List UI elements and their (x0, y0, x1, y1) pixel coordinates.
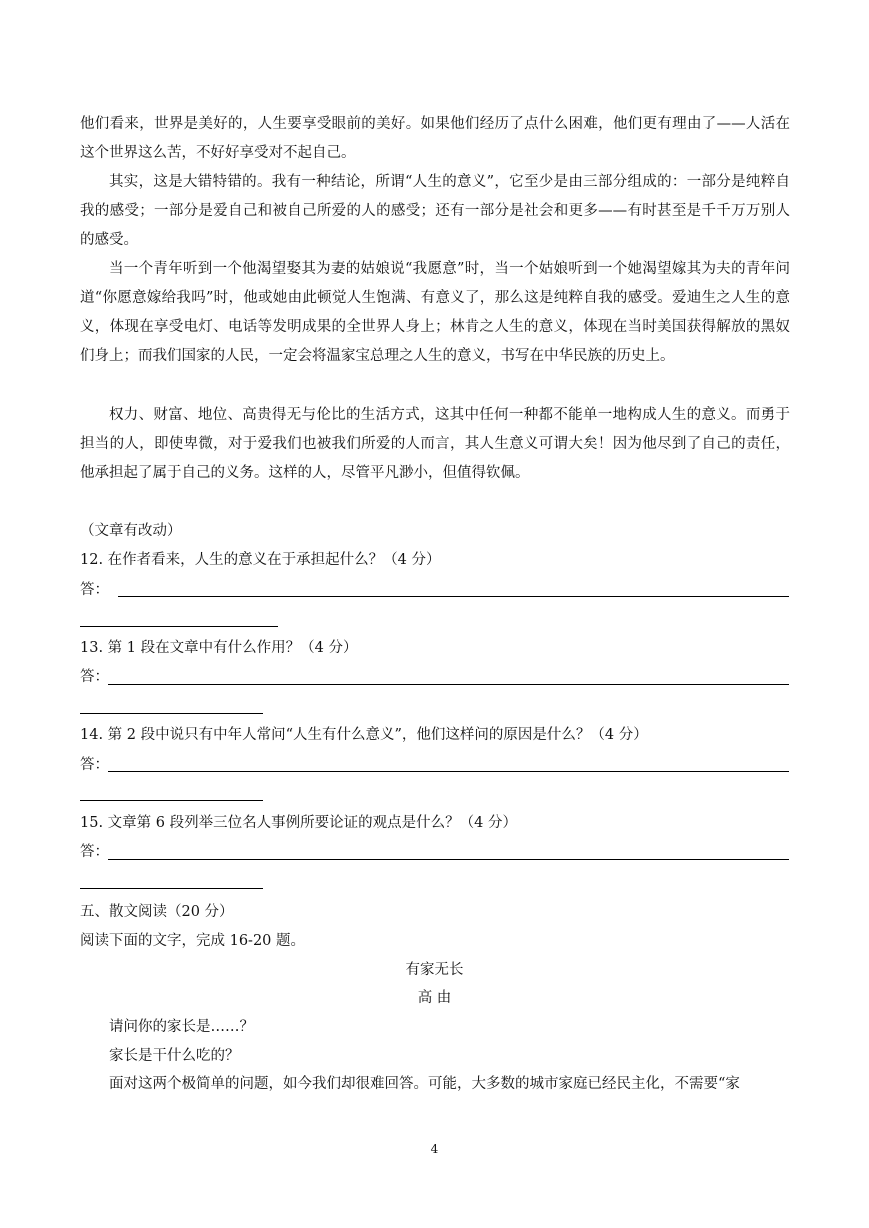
article-paragraph-2: 其实，这是大错特错的。我有一种结论，所谓“人生的意义”，它至少是由三部分组成的：一部分是纯粹自我的感受；一部分是爱自己和被自己所爱的人的感受；还有一部分是社会和更多——有时甚至是千千万万别人的感受。 (80, 174, 790, 248)
article-paragraph-1: 他们看来，世界是美好的，人生要享受眼前的美好。如果他们经历了点什么困难，他们更有理由了——人活在这个世界这么苦，不好好享受对不起自己。 (80, 116, 790, 161)
page-number: 4 (430, 1142, 439, 1156)
answer-label-13: 答： (80, 669, 109, 685)
answer-line-15b[interactable] (80, 888, 263, 889)
answer-line-14b[interactable] (80, 800, 263, 801)
essay-author: 高 由 (417, 990, 452, 1006)
answer-line-12a[interactable] (118, 596, 789, 597)
question-12: 12. 在作者看来，人生的意义在于承担起什么？（4 分） (80, 552, 441, 568)
essay-line-1: 请问你的家长是……？ (109, 1019, 254, 1035)
answer-line-12b[interactable] (80, 626, 278, 627)
question-15: 15. 文章第 6 段列举三位名人事例所要论证的观点是什么？（4 分） (80, 815, 517, 831)
essay-line-2: 家长是干什么吃的？ (109, 1048, 240, 1064)
question-14: 14. 第 2 段中说只有中年人常问“人生有什么意义”，他们这样问的原因是什么？（4 分） (80, 727, 648, 743)
section-heading: 五、散文阅读（20 分） (80, 904, 234, 920)
answer-label-14: 答： (80, 757, 109, 773)
answer-line-13b[interactable] (80, 713, 263, 714)
article-paragraph-4: 权力、财富、地位、高贵得无与伦比的生活方式，这其中任何一种都不能单一地构成人生的意义。而勇于担当的人，即使卑微，对于爱我们也被我们所爱的人而言，其人生意义可谓大矣！因为他尽到了自己的责任，他承担起了属于自己的义务。这样的人，尽管平凡渺小，但值得钦佩。 (80, 407, 790, 481)
article-paragraph-3: 当一个青年听到一个他渴望娶其为妻的姑娘说“我愿意”时，当一个姑娘听到一个她渴望嫁其为夫的青年问道“你愿意嫁给我吗”时，他或她由此顿觉人生饱满、有意义了，那么这是纯粹自我的感受。爱迪生之人生的意义，体现在享受电灯、电话等发明成果的全世界人身上；林肯之人生的意义，体现在当时美国获得解放的黑奴们身上；而我们国家的人民，一定会将温家宝总理之人生的意义，书写在中华民族的历史上。 (80, 261, 790, 364)
answer-label-12: 答： (80, 582, 109, 598)
answer-line-14a[interactable] (108, 771, 789, 772)
essay-title: 有家无长 (405, 962, 464, 978)
question-13: 13. 第 1 段在文章中有什么作用？（4 分） (80, 640, 358, 656)
revision-note: （文章有改动） (80, 523, 182, 539)
answer-label-15: 答： (80, 844, 109, 860)
essay-line-3: 面对这两个极简单的问题，如今我们却很难回答。可能，大多数的城市家庭已经民主化，不需要“家 (109, 1076, 740, 1092)
section-instruction: 阅读下面的文字，完成 16-20 题。 (80, 933, 306, 949)
answer-line-15a[interactable] (108, 859, 789, 860)
answer-line-13a[interactable] (108, 684, 789, 685)
